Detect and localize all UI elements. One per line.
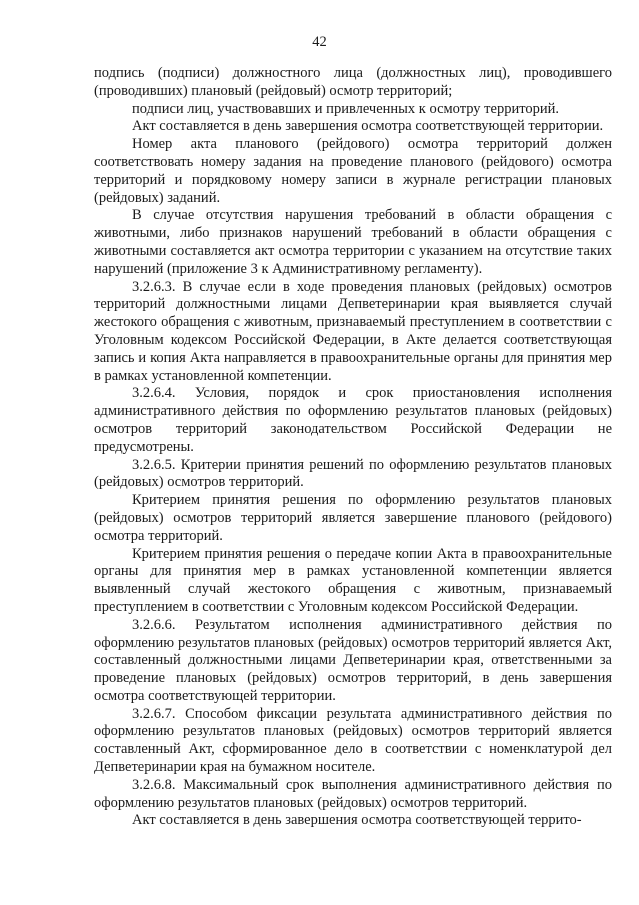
paragraph-signature-officials: подпись (подписи) должностного лица (должностных лиц), проводившего (проводивших) плановый (рейдовый) осмотр территорий; [94,65,612,99]
paragraph-3-2-6-6: 3.2.6.6. Результатом исполнения административного действия по оформлению результатов плановых (рейдовых) осмотров территорий является Акт, составленный должностными лицами Депветеринарии края, ответственными за проведение плановых (рейдовых) осмотров территорий, в день завершения осмотра соответствующей территории. [94,616,612,704]
paragraph-act-number: Номер акта планового (рейдового) осмотра территорий должен соответствовать номеру задания на проведение планового (рейдового) осмотра территорий и порядковому номеру записи в журнале регистрации плановых (рейдовых) заданий. [94,136,612,206]
paragraph-3-2-6-5: 3.2.6.5. Критерии принятия решений по оформлению результатов плановых (рейдовых) осмотров территорий. [94,456,612,491]
paragraph-3-2-6-7: 3.2.6.7. Способом фиксации результата административного действия по оформлению результатов плановых (рейдовых) осмотров территорий является составленный Акт, сформированное дело в соответствии с номенклатурой дел Депветеринарии края на бумажном носителе. [94,705,612,776]
paragraph-3-2-6-8: 3.2.6.8. Максимальный срок выполнения административного действия по оформлению результатов плановых (рейдовых) осмотров территорий. [94,776,612,811]
document-body [94,65,612,830]
paragraph-act-date: Акт составляется в день завершения осмотра соответствующей территории. [132,118,604,135]
paragraph-signature-participants: подписи лиц, участвовавших и привлеченных к осмотру территорий. [132,100,560,117]
paragraph-act-date-continued: Акт составляется в день завершения осмотра соответствующей террито- [132,812,582,829]
paragraph-3-2-6-3: 3.2.6.3. В случае если в ходе проведения плановых (рейдовых) осмотров территорий должностными лицами Депветеринарии края выявляется случай жестокого обращения с животным, признаваемый преступлением в соответствии с Уголовным кодексом Российской Федерации, в Акте делается соответствующая запись и копия Акта направляется в правоохранительные органы для принятия мер в рамках установленной компетенции. [94,278,612,384]
paragraph-3-2-6-4: 3.2.6.4. Условия, порядок и срок приостановления исполнения административного действия по оформлению результатов плановых (рейдовых) осмотров территорий законодательством Российской Федерации не предусмотрены. [94,385,612,455]
page-number: 42 [312,34,327,50]
paragraph-criterion-completion: Критерием принятия решения по оформлению результатов плановых (рейдовых) осмотров территорий является завершение планового (рейдового) осмотра территорий. [94,492,612,544]
paragraph-no-violations: В случае отсутствия нарушения требований в области обращения с животными, либо признаков нарушений требований в области обращения с животными составляется акт осмотра территории с указанием на отсутствие таких нарушений (приложение 3 к Административному регламенту). [94,207,612,277]
paragraph-criterion-transfer: Критерием принятия решения о передаче копии Акта в правоохранительные органы для принятия мер в рамках установленной компетенции является выявленный случай жестокого обращения с животным, признаваемый преступлением в соответствии с Уголовным кодексом Российской Федерации. [94,545,612,615]
